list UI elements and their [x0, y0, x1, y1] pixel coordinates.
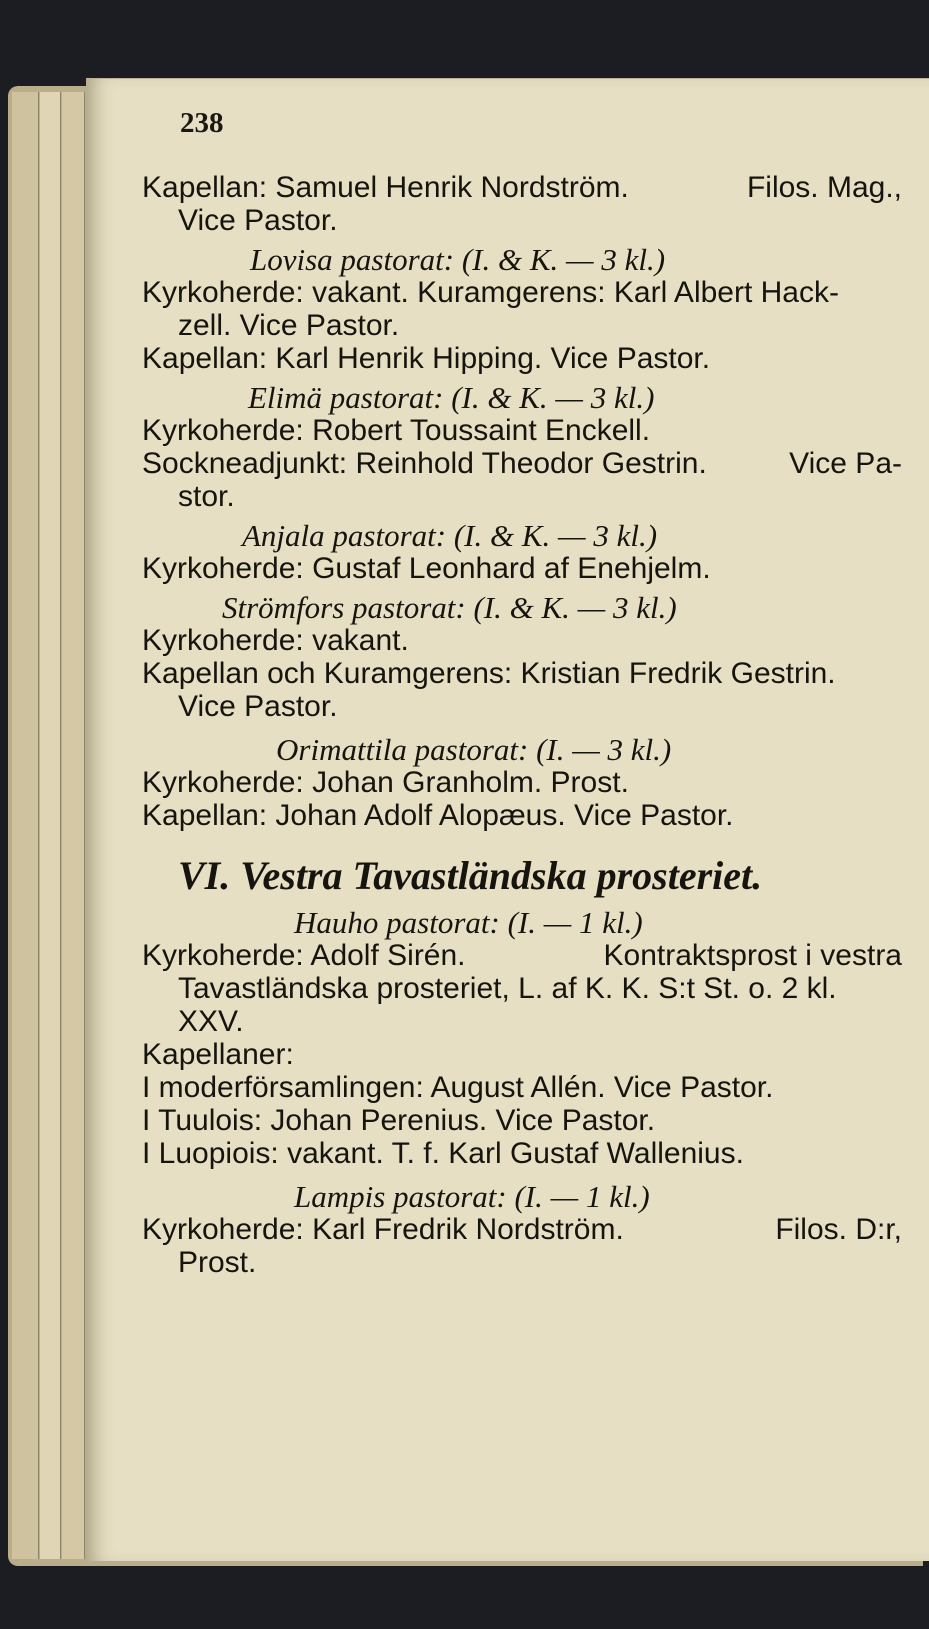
text-line: Vice Pastor. — [178, 204, 338, 237]
text-line: Kyrkoherde: vakant. Kuramgerens: Karl Albert Hack- — [142, 276, 839, 309]
text-line: XXV. — [178, 1005, 244, 1038]
page-edge — [12, 92, 39, 1559]
text-line: Kapellaner: — [142, 1038, 294, 1071]
text-line: Tavastländska prosteriet, L. af K. K. S:t St. o. 2 kl. — [178, 972, 837, 1005]
parish-heading: Orimattila pastorat: (I. — 3 kl.) — [276, 732, 672, 767]
text-line: Kyrkoherde: Gustaf Leonhard af Enehjelm. — [142, 552, 711, 585]
text-segment: Kyrkoherde: Adolf Sirén. — [142, 939, 466, 972]
page-edge — [40, 92, 61, 1559]
text-segment: Sockneadjunkt: Reinhold Theodor Gestrin. — [142, 447, 707, 480]
parish-heading: Hauho pastorat: (I. — 1 kl.) — [294, 905, 643, 940]
text-line: Kyrkoherde: vakant. — [142, 624, 409, 657]
text-line: I Luopiois: vakant. T. f. Karl Gustaf Wallenius. — [142, 1137, 744, 1170]
text-segment: Kontraktsprost i vestra — [603, 939, 902, 972]
text-line — [142, 1213, 902, 1246]
text-segment: Vice Pa- — [789, 447, 902, 480]
text-line — [142, 939, 902, 972]
text-line: Kapellan: Karl Henrik Hipping. Vice Pastor. — [142, 342, 711, 375]
book-page — [86, 78, 929, 1561]
text-line: Vice Pastor. — [178, 690, 338, 723]
text-segment: Kapellan: Samuel Henrik Nordström. — [142, 171, 629, 204]
parish-heading: Anjala pastorat: (I. & K. — 3 kl.) — [242, 518, 658, 553]
text-line: Kapellan: Johan Adolf Alopæus. Vice Pastor. — [142, 799, 734, 832]
text-line — [142, 171, 902, 204]
text-line: Prost. — [178, 1246, 257, 1279]
text-segment: Filos. Mag., — [746, 171, 902, 204]
text-line: Kyrkoherde: Robert Toussaint Enckell. — [142, 414, 651, 447]
parish-heading: Strömfors pastorat: (I. & K. — 3 kl.) — [222, 590, 677, 625]
text-line — [142, 447, 902, 480]
text-line: zell. Vice Pastor. — [178, 309, 400, 342]
text-line: Kyrkoherde: Johan Granholm. Prost. — [142, 766, 629, 799]
text-line: I Tuulois: Johan Perenius. Vice Pastor. — [142, 1104, 656, 1137]
parish-heading: Lovisa pastorat: (I. & K. — 3 kl.) — [250, 242, 666, 277]
page-text — [142, 171, 914, 1279]
text-line: Kapellan och Kuramgerens: Kristian Fredrik Gestrin. — [142, 657, 836, 690]
text-line: I moderförsamlingen: August Allén. Vice Pastor. — [142, 1071, 774, 1104]
parish-heading: Lampis pastorat: (I. — 1 kl.) — [294, 1179, 650, 1214]
page-number: 238 — [180, 107, 224, 139]
page-edge — [62, 92, 85, 1559]
text-line: stor. — [178, 480, 235, 513]
parish-heading: Elimä pastorat: (I. & K. — 3 kl.) — [248, 380, 655, 415]
text-segment: Kyrkoherde: Karl Fredrik Nordström. — [142, 1213, 624, 1246]
section-heading: VI. Vestra Tavastländska prosteriet. — [178, 853, 763, 898]
text-segment: Filos. D:r, — [775, 1213, 902, 1246]
